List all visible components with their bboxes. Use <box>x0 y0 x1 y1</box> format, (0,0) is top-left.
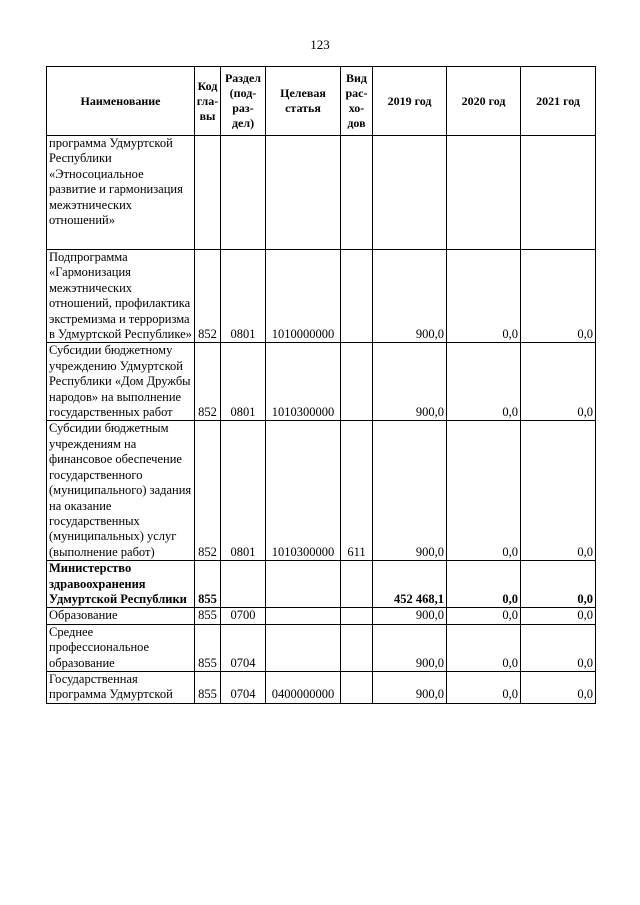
header-vid-rashodov: Вид рас-хо-дов <box>341 67 373 136</box>
row-2019: 900,0 <box>373 343 447 421</box>
row-2021 <box>521 136 596 250</box>
row-celevaya-statya: 0400000000 <box>266 671 341 703</box>
table-row <box>47 250 596 343</box>
row-celevaya-statya <box>266 136 341 250</box>
row-kod: 855 <box>195 624 221 671</box>
row-2021: 0,0 <box>521 421 596 561</box>
row-2019: 900,0 <box>373 608 447 624</box>
header-name: Наименование <box>47 67 195 136</box>
row-kod: 852 <box>195 343 221 421</box>
row-2020: 0,0 <box>447 250 521 343</box>
table-row <box>47 561 596 608</box>
row-2021: 0,0 <box>521 608 596 624</box>
row-razdel: 0704 <box>221 624 266 671</box>
row-2020 <box>447 136 521 250</box>
row-vid <box>341 671 373 703</box>
row-vid <box>341 136 373 250</box>
row-2019: 900,0 <box>373 671 447 703</box>
row-vid <box>341 608 373 624</box>
row-2021: 0,0 <box>521 671 596 703</box>
row-vid: 611 <box>341 421 373 561</box>
row-celevaya-statya: 1010300000 <box>266 343 341 421</box>
row-name: Среднее профессиональное образование <box>47 624 195 671</box>
row-kod: 855 <box>195 671 221 703</box>
row-2020: 0,0 <box>447 421 521 561</box>
page-number: 123 <box>310 37 330 52</box>
header-2020: 2020 год <box>447 67 521 136</box>
row-name: Государственная программа Удмуртской <box>47 671 195 703</box>
row-vid <box>341 624 373 671</box>
row-razdel: 0801 <box>221 421 266 561</box>
row-razdel: 0801 <box>221 250 266 343</box>
table-row <box>47 421 596 561</box>
row-vid <box>341 250 373 343</box>
row-2019: 900,0 <box>373 624 447 671</box>
row-kod: 852 <box>195 250 221 343</box>
row-celevaya-statya: 1010300000 <box>266 421 341 561</box>
row-2020: 0,0 <box>447 608 521 624</box>
row-name: Министерство здравоохранения Удмуртской Республики <box>47 561 195 608</box>
row-2019: 900,0 <box>373 421 447 561</box>
row-2020: 0,0 <box>447 561 521 608</box>
row-2019 <box>373 136 447 250</box>
row-razdel <box>221 561 266 608</box>
row-2021: 0,0 <box>521 343 596 421</box>
table-row <box>47 136 596 250</box>
table-row <box>47 608 596 624</box>
row-razdel: 0704 <box>221 671 266 703</box>
table-row <box>47 624 596 671</box>
row-razdel <box>221 136 266 250</box>
row-kod <box>195 136 221 250</box>
row-celevaya-statya <box>266 608 341 624</box>
budget-table <box>46 66 596 704</box>
row-razdel: 0801 <box>221 343 266 421</box>
table-row <box>47 671 596 703</box>
row-name: Субсидии бюджетному учреждению Удмуртской Республики «Дом Дружбы народов» на выполнение государственных работ <box>47 343 195 421</box>
table-row <box>47 343 596 421</box>
row-name: программа Удмуртской Республики «Этносоциальное развитие и гармонизация межэтнических отношений» <box>47 136 195 250</box>
header-2019: 2019 год <box>373 67 447 136</box>
row-vid <box>341 343 373 421</box>
header-razdel: Раздел (под-раз-дел) <box>221 67 266 136</box>
header-kod-glavy: Код гла-вы <box>195 67 221 136</box>
header-celevaya-statya: Целевая статья <box>266 67 341 136</box>
row-2019: 452 468,1 <box>373 561 447 608</box>
row-2020: 0,0 <box>447 343 521 421</box>
row-name: Субсидии бюджетным учреждениям на финансовое обеспечение государственного (муниципального) задания на оказание государственных (муниципальных) услуг (выполнение работ) <box>47 421 195 561</box>
row-kod: 852 <box>195 421 221 561</box>
row-celevaya-statya: 1010000000 <box>266 250 341 343</box>
row-2021: 0,0 <box>521 250 596 343</box>
row-2021: 0,0 <box>521 561 596 608</box>
row-2020: 0,0 <box>447 624 521 671</box>
row-name: Подпрограмма «Гармонизация межэтнических отношений, профилактика экстремизма и терроризма в Удмуртской Республике» <box>47 250 195 343</box>
header-2021: 2021 год <box>521 67 596 136</box>
row-name: Образование <box>47 608 195 624</box>
row-2019: 900,0 <box>373 250 447 343</box>
row-2021: 0,0 <box>521 624 596 671</box>
row-razdel: 0700 <box>221 608 266 624</box>
row-celevaya-statya <box>266 624 341 671</box>
row-vid <box>341 561 373 608</box>
row-celevaya-statya <box>266 561 341 608</box>
row-kod: 855 <box>195 608 221 624</box>
row-kod: 855 <box>195 561 221 608</box>
row-2020: 0,0 <box>447 671 521 703</box>
header-row <box>47 67 596 136</box>
